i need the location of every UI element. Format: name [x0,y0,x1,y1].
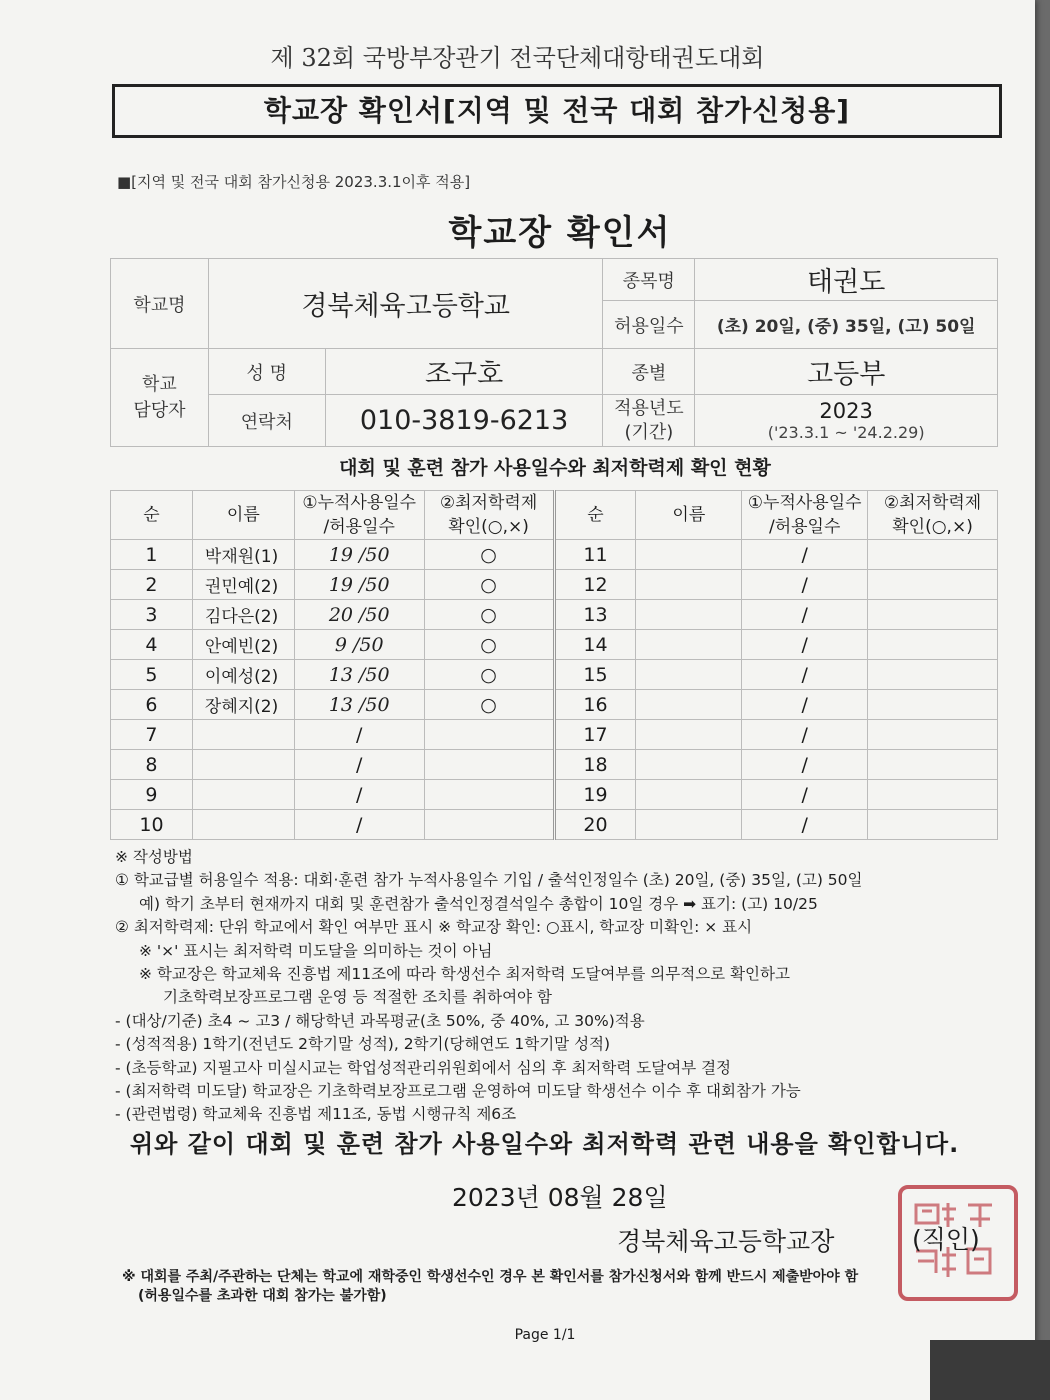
days-used: / [742,630,868,660]
student-name: 박재원(1) [192,540,294,570]
name-value: 조구호 [325,349,603,395]
manager-label: 학교 담당자 [111,349,209,447]
year-value: 2023 [819,399,873,423]
school-label: 학교명 [111,259,209,349]
days-used: / [742,570,868,600]
header-days: ①누적사용일수 /허용일수 [294,491,424,540]
academic-check [868,630,998,660]
confirmation-statement: 위와 같이 대회 및 훈련 참가 사용일수와 최저학력 관련 내용을 확인합니다. [130,1130,960,1158]
name-label: 성 명 [208,349,325,395]
days-used: / [742,690,868,720]
row-number: 14 [554,630,636,660]
instruction-line: 기초학력보장프로그램 운영 등 적절한 조치를 취하여야 함 [163,988,552,1007]
row-number: 3 [111,600,193,630]
row-number: 2 [111,570,193,600]
student-name [636,780,742,810]
student-name [636,720,742,750]
footnote-line-1: ※ 대회를 주최/주관하는 단체는 학교에 재학중인 학생선수인 경우 본 확인서를 참가신청서와 함께 반드시 제출받아야 함 [122,1269,859,1285]
table-row [111,570,998,600]
days-used: / [742,810,868,840]
contact-value: 010-3819-6213 [325,395,603,447]
header-academic: ②최저학력제 확인(○,×) [424,491,554,540]
student-name [636,630,742,660]
days-used: / [294,750,424,780]
table-row [111,630,998,660]
days-used: / [742,600,868,630]
academic-check [868,600,998,630]
student-name [636,540,742,570]
instruction-line: ※ 학교장은 학교체육 진흥법 제11조에 따라 학생선수 최저학력 도달여부를 의무적으로 확인하고 [139,965,790,984]
student-name [192,780,294,810]
competition-title: 제 32회 국방부장관기 전국단체대항태권도대회 [270,44,765,72]
row-number: 18 [554,750,636,780]
row-number: 16 [554,690,636,720]
table-row [111,780,998,810]
instruction-line: ※ '×' 표시는 최저학력 미도달을 의미하는 것이 아님 [139,941,493,960]
academic-check: ○ [424,690,554,720]
days-used: / [742,750,868,780]
student-name [192,810,294,840]
academic-check [868,720,998,750]
table-row [111,600,998,630]
allowed-days-value: (초) 20일, (중) 35일, (고) 50일 [695,301,998,349]
year-cell [695,395,998,447]
row-number: 19 [554,780,636,810]
row-number: 10 [111,810,193,840]
days-used: / [294,810,424,840]
instruction-line: ② 최저학력제: 단위 학교에서 확인 여부만 표시 ※ 학교장 확인: ○표시, 학교장 미확인: × 표시 [115,918,753,937]
footnote [122,1268,858,1306]
instruction-line: 예) 학기 초부터 현재까지 대회 및 훈련참가 출석인정결석일수 총합이 10일 경우 ➡ 표기: (고) 10/25 [139,894,818,913]
academic-check [868,810,998,840]
student-name [192,720,294,750]
instruction-line: ① 학교급별 허용일수 적용: 대회·훈련 참가 누적사용일수 기입 / 출석인정일수 (초) 20일, (중) 35일, (고) 50일 [115,871,863,890]
row-number: 12 [554,570,636,600]
table-row [111,720,998,750]
student-name [192,750,294,780]
usage-note: ■[지역 및 전국 대회 참가신청용 2023.3.1이후 적용] [117,173,471,191]
background-corner [930,1340,1050,1400]
academic-check [868,570,998,600]
days-used: / [294,720,424,750]
student-name: 이예성(2) [192,660,294,690]
status-table [110,490,998,840]
document-title-box: 학교장 확인서[지역 및 전국 대회 참가신청용] [112,84,1002,138]
row-number: 20 [554,810,636,840]
division-label: 종별 [603,349,695,395]
row-number: 1 [111,540,193,570]
school-value: 경북체육고등학교 [208,259,603,349]
instruction-line: - (관련법령) 학교체육 진흥법 제11조, 동법 시행규칙 제6조 [115,1105,517,1124]
days-used: / [294,780,424,810]
table-header-row [111,491,998,540]
student-name [636,570,742,600]
period-value: ('23.3.1 ~ '24.2.29) [767,423,925,442]
event-label: 종목명 [603,259,695,301]
student-name [636,690,742,720]
academic-check: ○ [424,630,554,660]
principal-name: 경북체육고등학교장 [617,1227,835,1256]
days-used: 13 /50 [294,660,424,690]
academic-check [868,750,998,780]
header-days: ①누적사용일수 /허용일수 [742,491,868,540]
row-number: 13 [554,600,636,630]
section-title: 대회 및 훈련 참가 사용일수와 최저학력제 확인 현황 [339,457,771,479]
row-number: 8 [111,750,193,780]
table-row [111,750,998,780]
contact-label: 연락처 [208,395,325,447]
days-used: 9 /50 [294,630,424,660]
instruction-line: - (대상/기준) 초4 ~ 고3 / 해당학년 과목평균(초 50%, 중 40%, 고 30%)적용 [115,1011,645,1030]
footnote-line-2: (허용일수를 초과한 대회 참가는 불가함) [138,1288,387,1304]
student-name [636,660,742,690]
academic-check [868,540,998,570]
student-name [636,810,742,840]
header-no: 순 [554,491,636,540]
header-no: 순 [111,491,193,540]
seal-label: (직인) [912,1225,980,1254]
main-title: 학교장 확인서 [448,213,672,253]
header-name: 이름 [636,491,742,540]
table-row [111,660,998,690]
table-row [111,690,998,720]
academic-check: ○ [424,660,554,690]
division-value: 고등부 [695,349,998,395]
academic-check [868,780,998,810]
academic-check: ○ [424,540,554,570]
academic-check: ○ [424,570,554,600]
student-name [636,750,742,780]
row-number: 7 [111,720,193,750]
row-number: 5 [111,660,193,690]
event-value: 태권도 [695,259,998,301]
student-name: 장혜지(2) [192,690,294,720]
header-name: 이름 [192,491,294,540]
days-used: / [742,720,868,750]
days-used: 19 /50 [294,540,424,570]
instruction-line: ※ 작성방법 [115,848,193,866]
academic-check [868,690,998,720]
student-name: 김다은(2) [192,600,294,630]
student-name [636,600,742,630]
days-used: 19 /50 [294,570,424,600]
instructions [115,846,995,1127]
student-name: 권민예(2) [192,570,294,600]
days-used: / [742,540,868,570]
allowed-days-label: 허용일수 [603,301,695,349]
row-number: 6 [111,690,193,720]
year-label: 적용년도 (기간) [603,395,695,447]
row-number: 15 [554,660,636,690]
days-used: / [742,660,868,690]
info-table [110,258,998,447]
academic-check [424,720,554,750]
page-number: Page 1/1 [514,1327,576,1343]
row-number: 4 [111,630,193,660]
academic-check [424,810,554,840]
table-row [111,810,998,840]
academic-check: ○ [424,600,554,630]
row-number: 11 [554,540,636,570]
days-used: 20 /50 [294,600,424,630]
issue-date: 2023년 08월 28일 [452,1183,668,1212]
header-academic: ②최저학력제 확인(○,×) [868,491,998,540]
days-used: 13 /50 [294,690,424,720]
row-number: 17 [554,720,636,750]
table-row [111,540,998,570]
academic-check [868,660,998,690]
instruction-line: - (성적적용) 1학기(전년도 2학기말 성적), 2학기(당해연도 1학기말 성적) [115,1035,611,1054]
academic-check [424,750,554,780]
student-name: 안예빈(2) [192,630,294,660]
instruction-line: - (최저학력 미도달) 학교장은 기초학력보장프로그램 운영하여 미도달 학생선수 이수 후 대회참가 가능 [115,1082,801,1101]
row-number: 9 [111,780,193,810]
instruction-line: - (초등학교) 지필고사 미실시교는 학업성적관리위원회에서 심의 후 최저학력 도달여부 결정 [115,1058,732,1077]
days-used: / [742,780,868,810]
academic-check [424,780,554,810]
